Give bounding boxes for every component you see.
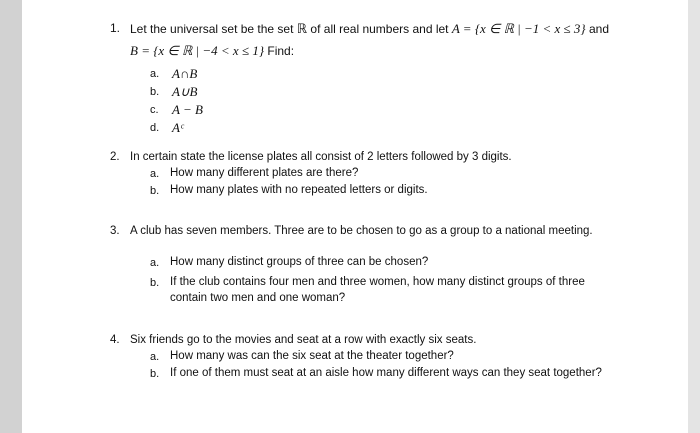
q1-part-a-expr: A∩B <box>172 66 198 81</box>
q1-and: and <box>588 22 610 36</box>
q1-intro: Let the universal set be the set <box>130 22 294 36</box>
q1-part-a-letter: a. <box>150 68 160 80</box>
q2-number: 2. <box>110 151 120 163</box>
q1-part-b-expr: A∪B <box>172 84 198 99</box>
q2-part-a-letter: a. <box>150 168 160 180</box>
q4-number: 4. <box>110 334 120 346</box>
q4-part-a-text: How many was can the six seat at the theater together? <box>170 350 454 362</box>
q1-part-d-expr: Aᶜ <box>172 120 184 135</box>
q4-part-a-letter: a. <box>150 351 160 363</box>
q1-part-c-letter: c. <box>150 104 159 116</box>
q1-set-a: A = {x ∈ ℝ | −1 < x ≤ 3} <box>451 21 586 36</box>
q2-part-a-text: How many different plates are there? <box>170 167 359 179</box>
q3-text: A club has seven members. Three are to be chosen to go as a group to a national meeting. <box>130 225 593 237</box>
q3-part-a-letter: a. <box>150 257 160 269</box>
q3-number: 3. <box>110 225 120 237</box>
q3-part-b-text-line2: contain two men and one woman? <box>170 292 346 304</box>
left-margin <box>0 0 22 433</box>
q1-set-b: B = {x ∈ ℝ | −4 < x ≤ 1} <box>130 43 265 58</box>
q2-text: In certain state the license plates all consist of 2 letters followed by 3 digits. <box>130 151 512 163</box>
q2-part-b-text: How many plates with no repeated letters or digits. <box>170 184 428 196</box>
q1-part-c-expr: A − B <box>172 102 203 117</box>
q3-part-b-letter: b. <box>150 277 160 289</box>
q1-find: Find: <box>267 44 295 58</box>
q4-part-b-text: If one of them must seat at an aisle how many different ways can they seat together? <box>170 367 602 379</box>
q3-part-a-text: How many distinct groups of three can be chosen? <box>170 256 429 268</box>
q1-part-d-letter: d. <box>150 122 160 134</box>
q1-mid: of all real numbers and let <box>310 22 449 36</box>
q2-part-b-letter: b. <box>150 185 160 197</box>
q4-part-b-letter: b. <box>150 368 160 380</box>
q1-line1 <box>130 21 609 37</box>
q3-part-b-text-line1: If the club contains four men and three women, how many distinct groups of three <box>170 276 585 288</box>
q4-text: Six friends go to the movies and seat at a row with exactly six seats. <box>130 334 477 346</box>
q1-line2 <box>130 43 294 59</box>
q1-number: 1. <box>110 21 121 35</box>
right-margin <box>688 0 700 433</box>
q1-reals-symbol: ℝ <box>296 21 308 36</box>
q1-part-b-letter: b. <box>150 86 160 98</box>
